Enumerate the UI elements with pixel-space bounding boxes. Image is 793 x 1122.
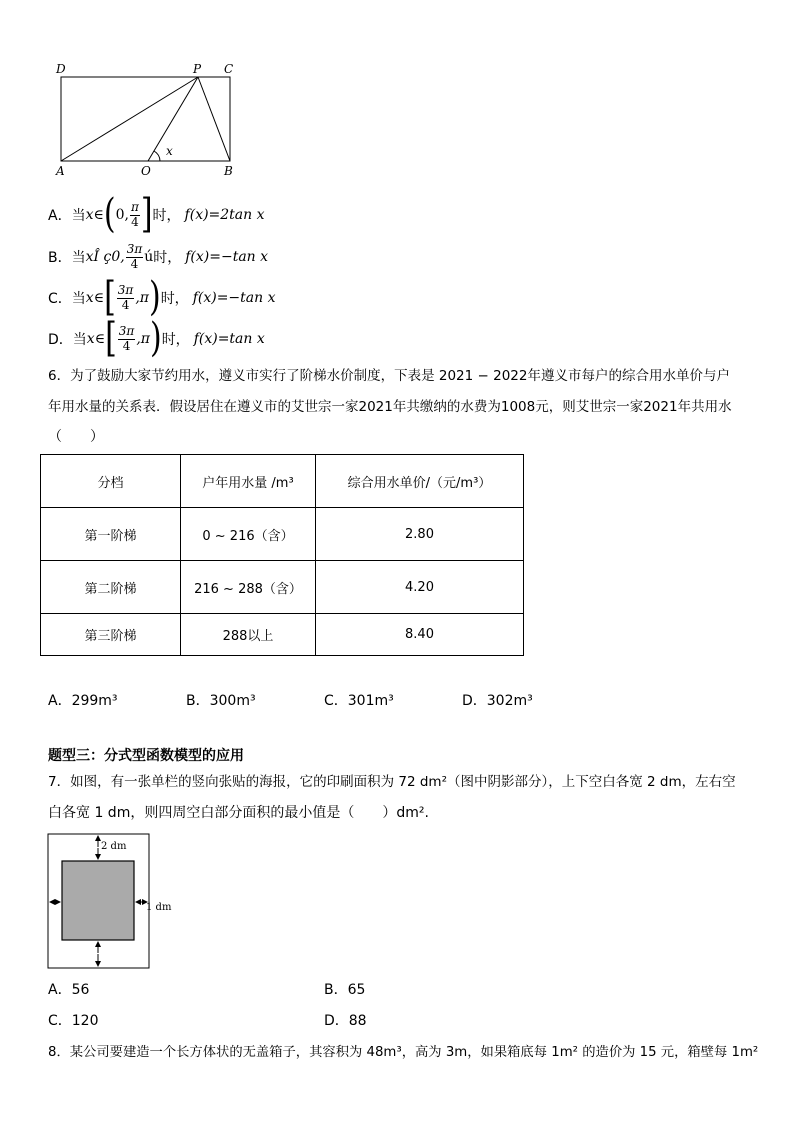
- q5-option-b: B．当 xÎ ç0, $\frac{3\pi}{4}$ ú 时， f(x)=−tan x: [48, 242, 269, 271]
- label-O: O: [141, 164, 151, 178]
- poster-figure: [46, 832, 158, 972]
- rectangle-abcd: [61, 77, 230, 161]
- table-header-row: [41, 455, 524, 508]
- table-row: [41, 614, 524, 656]
- q6-option-d: D．302m³: [462, 693, 533, 709]
- q6-option-c: C．301m³: [324, 693, 394, 709]
- table-header-cell: 户年用水量 /m³: [181, 455, 316, 508]
- q6-line-1: 6．为了鼓励大家节约用水，遵义市实行了阶梯水价制度，下表是 2021 − 2022年遵义市每户的综合用水单价与户: [48, 368, 730, 384]
- segment-op: [148, 77, 198, 161]
- segment-bp: [198, 77, 230, 161]
- table-cell: 第二阶梯: [41, 561, 181, 614]
- q7-option-c: C．120: [48, 1013, 99, 1029]
- table-header-cell: 分档: [41, 455, 181, 508]
- q5-option-a: A．当 x ∈ ( 0, $\frac{\pi}{4}$ ] 时， f(x)=2tan x: [48, 190, 265, 238]
- label-P: P: [193, 62, 202, 76]
- table-header-cell: 综合用水单价/（元/m³）: [316, 455, 524, 508]
- q6-option-b: B．300m³: [186, 693, 256, 709]
- printed-area: [62, 861, 134, 940]
- label-D: D: [56, 62, 66, 76]
- label-B: B: [224, 164, 233, 178]
- q7-option-d: D．88: [324, 1013, 367, 1029]
- q6-line-3: （ ）: [48, 429, 104, 445]
- table-cell: 第三阶梯: [41, 614, 181, 656]
- q8-line-1: 8．某公司要建造一个长方体状的无盖箱子，其容积为 48m³，高为 3m，如果箱底每 1m² 的造价为 15 元，箱壁每 1m²: [48, 1045, 759, 1060]
- label-A: A: [56, 164, 65, 178]
- table-cell: 第一阶梯: [41, 508, 181, 561]
- table-cell: 4.20: [316, 561, 524, 614]
- table-cell: 0 ~ 216（含）: [181, 508, 316, 561]
- q6-option-a: A．299m³: [48, 693, 118, 709]
- label-C: C: [224, 62, 234, 76]
- rectangle-figure: [50, 60, 250, 180]
- table-cell: 2.80: [316, 508, 524, 561]
- label-side-margin: 1 dm: [146, 902, 172, 913]
- table-row: [41, 561, 524, 614]
- segment-ap: [61, 77, 198, 161]
- q7-option-a: A．56: [48, 982, 90, 998]
- q5-option-c: C．当 x ∈ [ $\frac{3\pi}{4}$ ,π ) 时， f(x)=−tan x: [48, 273, 276, 321]
- q6-line-2: 年用水量的关系表．假设居住在遵义市的艾世宗一家2021年共缴纳的水费为1008元，则艾世宗一家2021年共用水: [48, 399, 732, 415]
- q7-line-2: 白各宽 1 dm，则四周空白部分面积的最小值是（ ）dm².: [48, 805, 429, 821]
- q5-option-d: D．当 x ∈ [ $\frac{3\pi}{4}$ ,π ) 时， f(x)=tan x: [48, 314, 265, 362]
- q7-line-1: 7．如图，有一张单栏的竖向张贴的海报，它的印刷面积为 72 dm²（图中阴影部分），上下空白各宽 2 dm，左右空: [48, 774, 736, 790]
- table-cell: 216 ~ 288（含）: [181, 561, 316, 614]
- label-top-margin: 2 dm: [101, 841, 127, 852]
- table-cell: 288以上: [181, 614, 316, 656]
- table-cell: 8.40: [316, 614, 524, 656]
- section-title: 题型三：分式型函数模型的应用: [48, 748, 244, 764]
- q7-option-b: B．65: [324, 982, 366, 998]
- label-x: x: [166, 144, 173, 158]
- water-price-table: [40, 454, 524, 656]
- angle-x-arc: [154, 151, 160, 161]
- table-row: [41, 508, 524, 561]
